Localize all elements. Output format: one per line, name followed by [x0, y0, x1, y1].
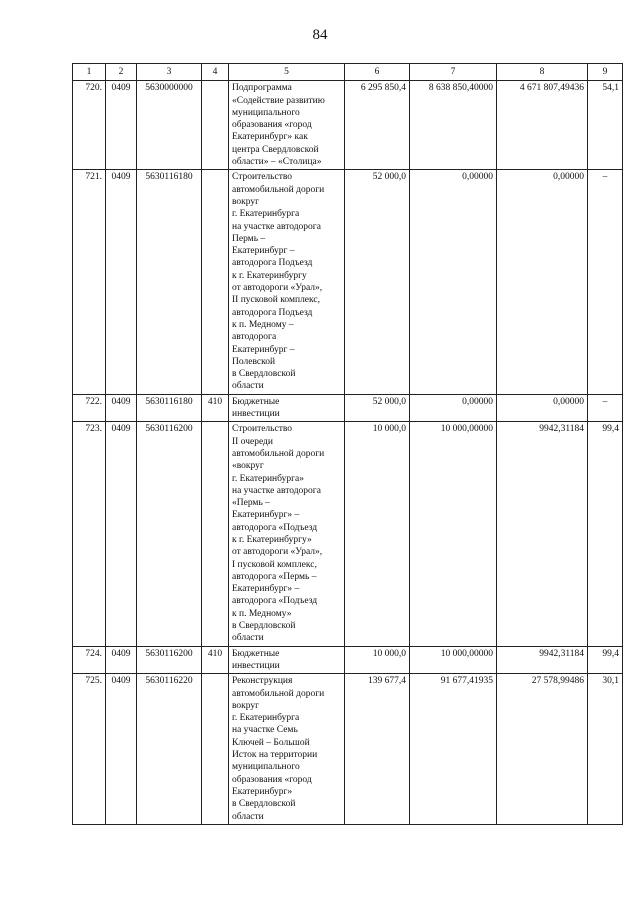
table-row — [73, 422, 623, 646]
approved-amount: 8 638 850,40000 — [410, 81, 497, 170]
item-name: Строительство автомобильной дороги вокруг г. Екатеринбурга на участке автодорога Пермь – Екатеринбург – автодорога Подъезд к г. Екатеринбургу от автодороги «Урал», II пусковой комплекс, автодорога Подъезд к п. Медному – автодорога Екатеринбург – Полевской в Свердловской области — [229, 170, 345, 394]
section-code: 0409 — [106, 394, 137, 422]
target-code: 5630116200 — [137, 646, 202, 674]
section-code: 0409 — [106, 646, 137, 674]
executed-amount: 9942,31184 — [497, 422, 588, 646]
target-code: 5630116220 — [137, 674, 202, 825]
planned-amount: 10 000,0 — [345, 646, 410, 674]
column-header: 6 — [345, 64, 410, 81]
execution-percent: 54,1 — [588, 81, 623, 170]
executed-amount: 4 671 807,49436 — [497, 81, 588, 170]
approved-amount: 91 677,41935 — [410, 674, 497, 825]
item-name: Бюджетные инвестиции — [229, 394, 345, 422]
approved-amount: 10 000,00000 — [410, 646, 497, 674]
row-number: 723. — [73, 422, 106, 646]
execution-percent: – — [588, 394, 623, 422]
planned-amount: 52 000,0 — [345, 394, 410, 422]
table-row — [73, 646, 623, 674]
row-number: 725. — [73, 674, 106, 825]
approved-amount: 0,00000 — [410, 170, 497, 394]
planned-amount: 10 000,0 — [345, 422, 410, 646]
execution-percent: 30,1 — [588, 674, 623, 825]
executed-amount: 9942,31184 — [497, 646, 588, 674]
row-number: 724. — [73, 646, 106, 674]
execution-percent: 99,4 — [588, 646, 623, 674]
column-header: 5 — [229, 64, 345, 81]
page-number: 84 — [312, 27, 328, 43]
table-row — [73, 394, 623, 422]
column-header: 1 — [73, 64, 106, 81]
expense-type — [202, 170, 229, 394]
section-code: 0409 — [106, 81, 137, 170]
section-code: 0409 — [106, 170, 137, 394]
row-number: 720. — [73, 81, 106, 170]
expense-type — [202, 674, 229, 825]
expense-type — [202, 81, 229, 170]
table-header-row — [73, 64, 623, 81]
expense-type — [202, 422, 229, 646]
planned-amount: 6 295 850,4 — [345, 81, 410, 170]
column-header: 7 — [410, 64, 497, 81]
execution-percent: 99,4 — [588, 422, 623, 646]
execution-percent: – — [588, 170, 623, 394]
expense-type: 410 — [202, 394, 229, 422]
executed-amount: 27 578,99486 — [497, 674, 588, 825]
target-code: 5630116180 — [137, 394, 202, 422]
table-row — [73, 81, 623, 170]
table-row — [73, 170, 623, 394]
column-header: 9 — [588, 64, 623, 81]
column-header: 8 — [497, 64, 588, 81]
column-header: 2 — [106, 64, 137, 81]
column-header: 4 — [202, 64, 229, 81]
budget-table — [72, 63, 623, 825]
approved-amount: 10 000,00000 — [410, 422, 497, 646]
column-header: 3 — [137, 64, 202, 81]
row-number: 721. — [73, 170, 106, 394]
target-code: 5630116180 — [137, 170, 202, 394]
expense-type: 410 — [202, 646, 229, 674]
approved-amount: 0,00000 — [410, 394, 497, 422]
planned-amount: 52 000,0 — [345, 170, 410, 394]
item-name: Подпрограмма «Содействие развитию муниципального образования «город Екатеринбург» как центра Свердловской области» – «Столица» — [229, 81, 345, 170]
target-code: 5630116200 — [137, 422, 202, 646]
row-number: 722. — [73, 394, 106, 422]
item-name: Реконструкция автомобильной дороги вокруг г. Екатеринбурга на участке Семь Ключей – Большой Исток на территории муниципального образования «город Екатеринбург» в Свердловской области — [229, 674, 345, 825]
executed-amount: 0,00000 — [497, 394, 588, 422]
target-code: 5630000000 — [137, 81, 202, 170]
executed-amount: 0,00000 — [497, 170, 588, 394]
planned-amount: 139 677,4 — [345, 674, 410, 825]
item-name: Бюджетные инвестиции — [229, 646, 345, 674]
table-row — [73, 674, 623, 825]
section-code: 0409 — [106, 422, 137, 646]
section-code: 0409 — [106, 674, 137, 825]
item-name: Строительство II очереди автомобильной дороги «вокруг г. Екатеринбурга» на участке автодорога «Пермь – Екатеринбург» – автодорога «Подъезд к г. Екатеринбургу» от автодороги «Урал», I пусковой комплекс, автодорога «Пермь – Екатеринбург» – автодорога «Подъезд к п. Медному» в Свердловской области — [229, 422, 345, 646]
